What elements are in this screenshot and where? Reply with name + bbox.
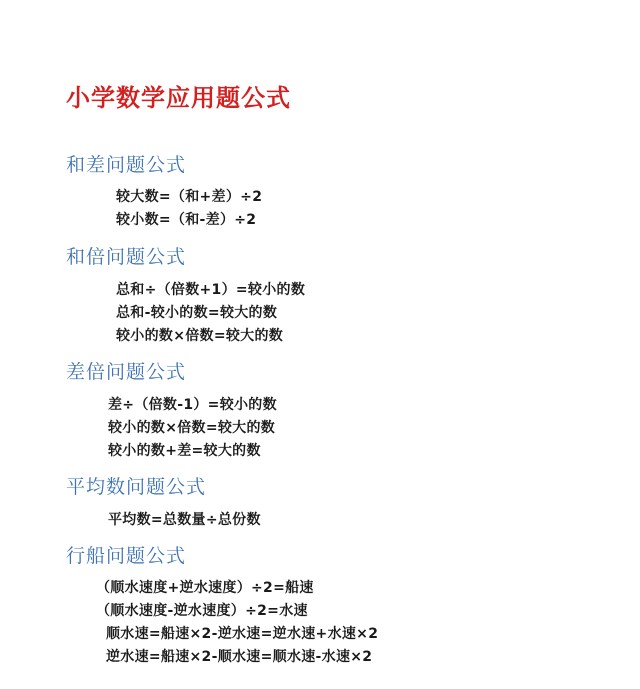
formula-line: 总和-较小的数=较大的数 (116, 305, 278, 321)
formula-line: 较小的数×倍数=较大的数 (108, 420, 276, 436)
section-heading-sum-multiple: 和倍问题公式 (66, 246, 187, 268)
section-heading-boat: 行船问题公式 (66, 545, 187, 567)
formula-line: 平均数=总数量÷总份数 (108, 512, 261, 528)
formula-line: 较小的数+差=较大的数 (108, 443, 261, 459)
formula-line: 较小数=（和-差）÷2 (116, 212, 257, 228)
section-heading-difference-multiple: 差倍问题公式 (66, 361, 187, 383)
formula-line: （顺水速度-逆水速度）÷2=水速 (96, 603, 308, 619)
formula-line: 总和÷（倍数+1）=较小的数 (116, 282, 306, 298)
formula-line: （顺水速度+逆水速度）÷2=船速 (96, 580, 314, 596)
formula-line: 较小的数×倍数=较大的数 (116, 328, 284, 344)
page-title: 小学数学应用题公式 (66, 84, 291, 112)
formula-line: 顺水速=船速×2-逆水速=逆水速+水速×2 (106, 626, 379, 642)
formula-line: 逆水速=船速×2-顺水速=顺水速-水速×2 (106, 649, 373, 665)
formula-line: 差÷（倍数-1）=较小的数 (108, 397, 277, 413)
formula-line: 较大数=（和+差）÷2 (116, 189, 263, 205)
section-heading-average: 平均数问题公式 (66, 476, 207, 498)
section-heading-sum-difference: 和差问题公式 (66, 154, 187, 176)
